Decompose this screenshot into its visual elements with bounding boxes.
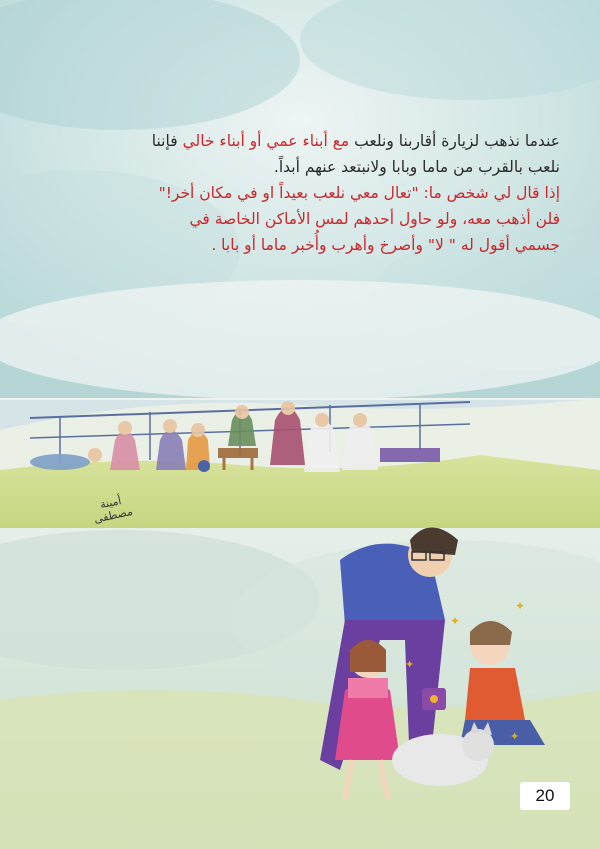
story-line-3: إذا قال لي شخص ما: "تعال معي نلعب بعيداً او في مكان أخر!" xyxy=(158,184,560,202)
svg-text:✦: ✦ xyxy=(515,599,526,613)
signature-text: أمينة مصطفى xyxy=(92,494,134,526)
story-line-2: نلعب بالقرب من ماما وبابا ولانبتعد عنهم أبداً. xyxy=(273,158,560,176)
svg-text:✦: ✦ xyxy=(450,614,461,628)
svg-text:✦: ✦ xyxy=(510,730,520,743)
story-line-1 xyxy=(40,128,560,154)
story-line-1-part-3: فإننا xyxy=(151,132,178,150)
story-text xyxy=(40,128,560,258)
story-line-1-highlight: مع أبناء عمي أو أبناء خالي xyxy=(182,132,350,150)
story-line-1-part-1: عندما نذهب لزيارة أقاربنا ونلعب xyxy=(354,132,560,150)
story-line-4: فلن أذهب معه، ولو حاول أحدهم لمس الأماكن الخاصة في xyxy=(189,210,560,228)
page-number: 20 xyxy=(520,782,570,810)
svg-text:✦: ✦ xyxy=(405,658,415,671)
story-line-5: جسمي أقول له " لا" وأصرخ وأهرب وأُخبر ماما أو بابا . xyxy=(211,236,560,254)
